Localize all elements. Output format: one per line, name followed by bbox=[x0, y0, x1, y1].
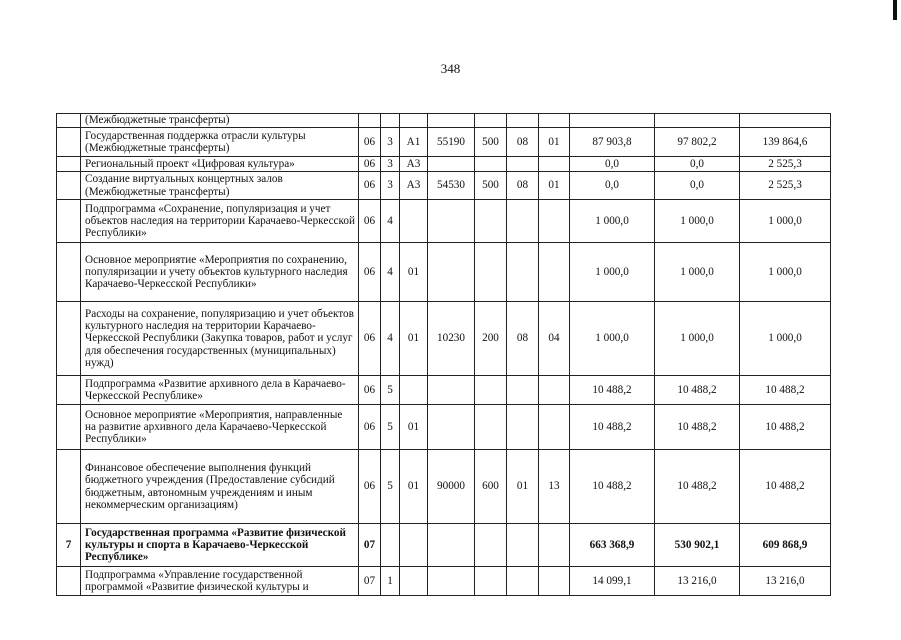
direction-code-cell bbox=[428, 114, 475, 128]
row-number-cell bbox=[57, 200, 81, 243]
subsection-cell bbox=[539, 243, 570, 302]
direction-code-cell bbox=[428, 567, 475, 596]
section-cell: 08 bbox=[507, 302, 539, 376]
row-number-cell bbox=[57, 114, 81, 128]
subsection-cell bbox=[539, 376, 570, 405]
item-name-cell: Подпрограмма «Сохранение, популяризация и учет объектов наследия на территории Карачаево-Черкесской Республики» bbox=[81, 200, 359, 243]
row-number-cell bbox=[57, 567, 81, 596]
subsection-cell: 01 bbox=[539, 128, 570, 157]
budget-table bbox=[56, 113, 831, 596]
amount-year2-cell bbox=[655, 114, 740, 128]
expense-type-cell bbox=[475, 524, 507, 567]
section-cell bbox=[507, 524, 539, 567]
table-row bbox=[57, 405, 831, 450]
scan-edge-mark bbox=[893, 0, 897, 20]
direction-code-cell: 55190 bbox=[428, 128, 475, 157]
amount-year2-cell: 13 216,0 bbox=[655, 567, 740, 596]
program-code-cell: 07 bbox=[359, 567, 381, 596]
subsection-cell bbox=[539, 114, 570, 128]
section-cell bbox=[507, 157, 539, 172]
expense-type-cell: 500 bbox=[475, 128, 507, 157]
expense-type-cell: 200 bbox=[475, 302, 507, 376]
item-name-cell: Основное мероприятие «Мероприятия по сохранению, популяризации и учету объектов культурного наследия Карачаево-Черкесской Республики» bbox=[81, 243, 359, 302]
expense-type-cell bbox=[475, 376, 507, 405]
subprogram-code-cell: 3 bbox=[381, 172, 400, 200]
amount-year3-cell: 2 525,3 bbox=[740, 157, 831, 172]
table-row bbox=[57, 114, 831, 128]
amount-year1-cell: 1 000,0 bbox=[570, 243, 655, 302]
row-number-cell bbox=[57, 302, 81, 376]
amount-year2-cell: 1 000,0 bbox=[655, 200, 740, 243]
amount-year3-cell: 1 000,0 bbox=[740, 243, 831, 302]
item-name-cell: Государственная программа «Развитие физической культуры и спорта в Карачаево-Черкесской Республике» bbox=[81, 524, 359, 567]
row-number-cell bbox=[57, 172, 81, 200]
table-row bbox=[57, 243, 831, 302]
expense-type-cell: 500 bbox=[475, 172, 507, 200]
direction-code-cell bbox=[428, 376, 475, 405]
activity-code-cell: 01 bbox=[400, 450, 428, 524]
item-name-cell: Региональный проект «Цифровая культура» bbox=[81, 157, 359, 172]
expense-type-cell bbox=[475, 157, 507, 172]
table-row bbox=[57, 302, 831, 376]
item-name-cell: Государственная поддержка отрасли культуры (Межбюджетные трансферты) bbox=[81, 128, 359, 157]
amount-year3-cell: 1 000,0 bbox=[740, 200, 831, 243]
subsection-cell bbox=[539, 524, 570, 567]
subsection-cell: 04 bbox=[539, 302, 570, 376]
amount-year1-cell: 1 000,0 bbox=[570, 200, 655, 243]
amount-year2-cell: 530 902,1 bbox=[655, 524, 740, 567]
activity-code-cell: 01 bbox=[400, 405, 428, 450]
activity-code-cell bbox=[400, 114, 428, 128]
program-code-cell: 06 bbox=[359, 243, 381, 302]
section-cell: 08 bbox=[507, 128, 539, 157]
expense-type-cell: 600 bbox=[475, 450, 507, 524]
amount-year1-cell: 87 903,8 bbox=[570, 128, 655, 157]
amount-year3-cell: 609 868,9 bbox=[740, 524, 831, 567]
program-code-cell: 06 bbox=[359, 376, 381, 405]
item-name-cell: Создание виртуальных концертных залов (Межбюджетные трансферты) bbox=[81, 172, 359, 200]
amount-year1-cell: 1 000,0 bbox=[570, 302, 655, 376]
activity-code-cell bbox=[400, 376, 428, 405]
amount-year2-cell: 1 000,0 bbox=[655, 243, 740, 302]
row-number-cell: 7 bbox=[57, 524, 81, 567]
row-number-cell bbox=[57, 243, 81, 302]
amount-year3-cell bbox=[740, 114, 831, 128]
activity-code-cell bbox=[400, 567, 428, 596]
section-cell: 01 bbox=[507, 450, 539, 524]
activity-code-cell bbox=[400, 200, 428, 243]
subprogram-code-cell: 5 bbox=[381, 405, 400, 450]
table-row bbox=[57, 128, 831, 157]
activity-code-cell: А1 bbox=[400, 128, 428, 157]
section-cell: 08 bbox=[507, 172, 539, 200]
section-cell bbox=[507, 200, 539, 243]
amount-year2-cell: 0,0 bbox=[655, 172, 740, 200]
page-number: 348 bbox=[440, 61, 461, 76]
program-code-cell: 06 bbox=[359, 157, 381, 172]
table-row bbox=[57, 172, 831, 200]
item-name-cell: Расходы на сохранение, популяризацию и учет объектов культурного наследия на территории Карачаево-Черкесской Республики (Закупка товаров, работ и услуг для обеспечения государственных (муниципальных) нужд) bbox=[81, 302, 359, 376]
activity-code-cell: 01 bbox=[400, 243, 428, 302]
row-number-cell bbox=[57, 450, 81, 524]
section-cell bbox=[507, 567, 539, 596]
activity-code-cell: А3 bbox=[400, 157, 428, 172]
table-row bbox=[57, 567, 831, 596]
subprogram-code-cell: 1 bbox=[381, 567, 400, 596]
item-name-cell: Подпрограмма «Развитие архивного дела в Карачаево-Черкесской Республике» bbox=[81, 376, 359, 405]
direction-code-cell: 90000 bbox=[428, 450, 475, 524]
table-row bbox=[57, 200, 831, 243]
program-code-cell: 06 bbox=[359, 450, 381, 524]
row-number-cell bbox=[57, 128, 81, 157]
table-row bbox=[57, 376, 831, 405]
subprogram-code-cell: 4 bbox=[381, 243, 400, 302]
direction-code-cell: 54530 bbox=[428, 172, 475, 200]
direction-code-cell bbox=[428, 524, 475, 567]
subprogram-code-cell: 4 bbox=[381, 200, 400, 243]
amount-year1-cell: 0,0 bbox=[570, 172, 655, 200]
table-row bbox=[57, 157, 831, 172]
amount-year2-cell: 1 000,0 bbox=[655, 302, 740, 376]
amount-year1-cell: 10 488,2 bbox=[570, 376, 655, 405]
program-code-cell: 06 bbox=[359, 200, 381, 243]
program-code-cell: 06 bbox=[359, 128, 381, 157]
row-number-cell bbox=[57, 376, 81, 405]
amount-year3-cell: 13 216,0 bbox=[740, 567, 831, 596]
amount-year1-cell: 10 488,2 bbox=[570, 450, 655, 524]
direction-code-cell bbox=[428, 243, 475, 302]
amount-year3-cell: 139 864,6 bbox=[740, 128, 831, 157]
program-code-cell: 06 bbox=[359, 405, 381, 450]
expense-type-cell bbox=[475, 405, 507, 450]
direction-code-cell bbox=[428, 200, 475, 243]
amount-year2-cell: 10 488,2 bbox=[655, 376, 740, 405]
subprogram-code-cell: 3 bbox=[381, 128, 400, 157]
amount-year1-cell: 10 488,2 bbox=[570, 405, 655, 450]
section-cell bbox=[507, 405, 539, 450]
subsection-cell bbox=[539, 567, 570, 596]
amount-year1-cell: 0,0 bbox=[570, 157, 655, 172]
program-code-cell bbox=[359, 114, 381, 128]
amount-year2-cell: 10 488,2 bbox=[655, 450, 740, 524]
amount-year3-cell: 10 488,2 bbox=[740, 405, 831, 450]
activity-code-cell: А3 bbox=[400, 172, 428, 200]
subprogram-code-cell: 5 bbox=[381, 450, 400, 524]
amount-year2-cell: 0,0 bbox=[655, 157, 740, 172]
amount-year3-cell: 2 525,3 bbox=[740, 172, 831, 200]
table-row bbox=[57, 450, 831, 524]
item-name-cell: Основное мероприятие «Мероприятия, направленные на развитие архивного дела Карачаево-Черкесской Республики» bbox=[81, 405, 359, 450]
amount-year3-cell: 10 488,2 bbox=[740, 450, 831, 524]
section-cell bbox=[507, 376, 539, 405]
activity-code-cell: 01 bbox=[400, 302, 428, 376]
section-cell bbox=[507, 243, 539, 302]
activity-code-cell bbox=[400, 524, 428, 567]
amount-year2-cell: 97 802,2 bbox=[655, 128, 740, 157]
subsection-cell: 13 bbox=[539, 450, 570, 524]
expense-type-cell bbox=[475, 114, 507, 128]
item-name-cell: (Межбюджетные трансферты) bbox=[81, 114, 359, 128]
program-code-cell: 06 bbox=[359, 172, 381, 200]
table-row bbox=[57, 524, 831, 567]
budget-table-body bbox=[57, 114, 831, 596]
expense-type-cell bbox=[475, 567, 507, 596]
amount-year1-cell: 14 099,1 bbox=[570, 567, 655, 596]
subprogram-code-cell: 5 bbox=[381, 376, 400, 405]
item-name-cell: Подпрограмма «Управление государственной программой «Развитие физической культуры и bbox=[81, 567, 359, 596]
subsection-cell bbox=[539, 200, 570, 243]
direction-code-cell bbox=[428, 157, 475, 172]
expense-type-cell bbox=[475, 200, 507, 243]
amount-year3-cell: 1 000,0 bbox=[740, 302, 831, 376]
expense-type-cell bbox=[475, 243, 507, 302]
amount-year3-cell: 10 488,2 bbox=[740, 376, 831, 405]
subprogram-code-cell bbox=[381, 524, 400, 567]
row-number-cell bbox=[57, 405, 81, 450]
subprogram-code-cell bbox=[381, 114, 400, 128]
item-name-cell: Финансовое обеспечение выполнения функций бюджетного учреждения (Предоставление субсидий бюджетным, автономным учреждениям и иным некоммерческим организациям) bbox=[81, 450, 359, 524]
amount-year2-cell: 10 488,2 bbox=[655, 405, 740, 450]
amount-year1-cell bbox=[570, 114, 655, 128]
section-cell bbox=[507, 114, 539, 128]
program-code-cell: 07 bbox=[359, 524, 381, 567]
amount-year1-cell: 663 368,9 bbox=[570, 524, 655, 567]
subsection-cell bbox=[539, 157, 570, 172]
subsection-cell: 01 bbox=[539, 172, 570, 200]
direction-code-cell: 10230 bbox=[428, 302, 475, 376]
subprogram-code-cell: 3 bbox=[381, 157, 400, 172]
row-number-cell bbox=[57, 157, 81, 172]
program-code-cell: 06 bbox=[359, 302, 381, 376]
subprogram-code-cell: 4 bbox=[381, 302, 400, 376]
direction-code-cell bbox=[428, 405, 475, 450]
subsection-cell bbox=[539, 405, 570, 450]
